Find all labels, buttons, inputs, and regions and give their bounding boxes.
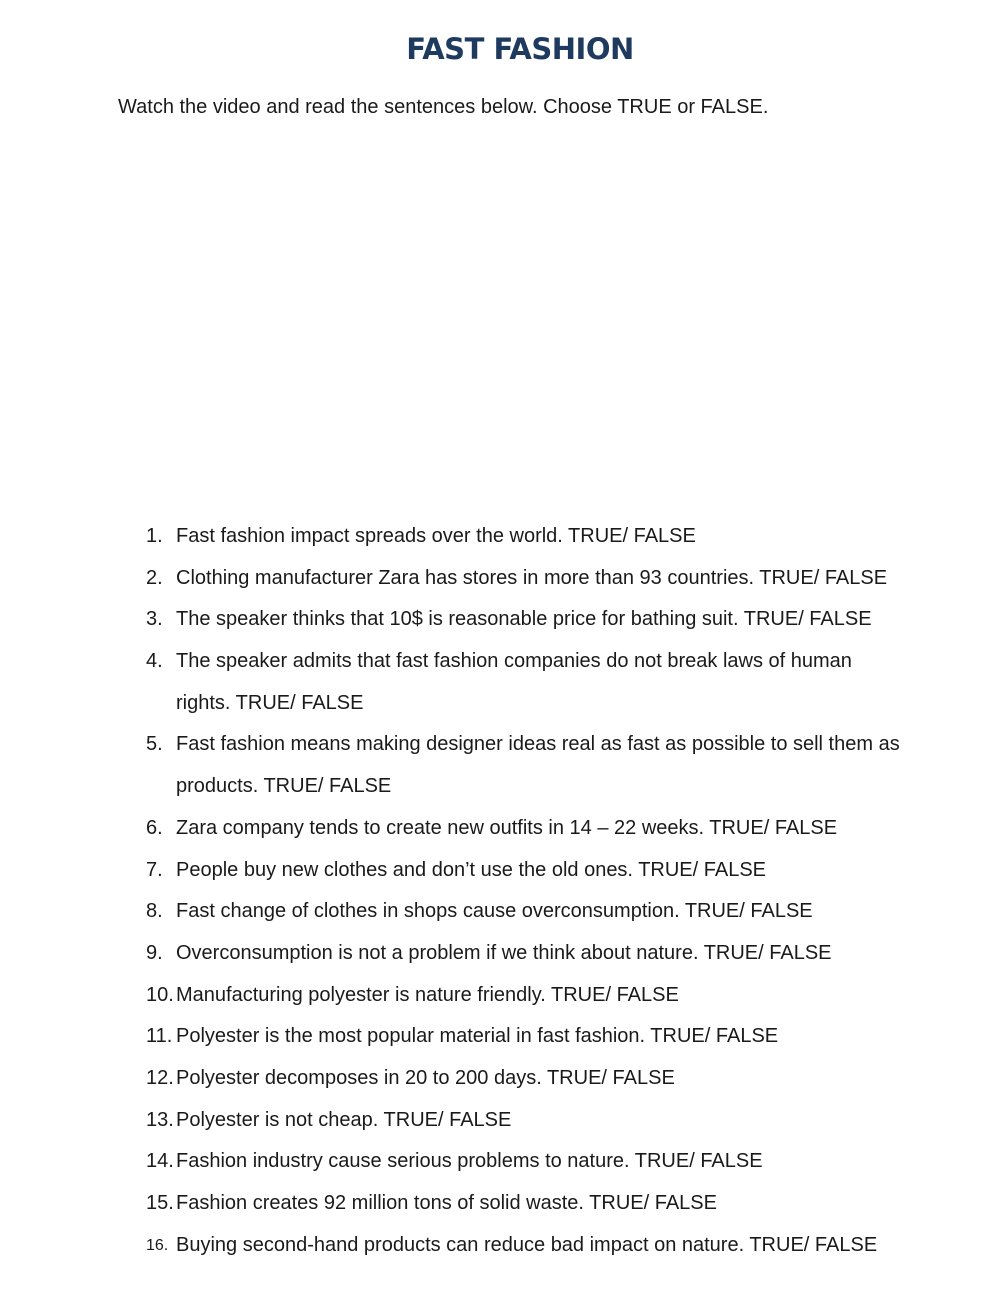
item-number: 6.: [146, 816, 163, 839]
list-item: [0, 599, 1000, 641]
item-text: Zara company tends to create new outfits in 14 – 22 weeks. TRUE/ FALSE: [176, 816, 838, 839]
item-number: 12.: [146, 1066, 174, 1089]
item-text-line-1: Fast fashion means making designer ideas real as fast as possible to sell them as: [176, 733, 900, 756]
item-text: Buying second-hand products can reduce bad impact on nature. TRUE/ FALSE: [176, 1233, 878, 1256]
item-number: 13.: [146, 1108, 174, 1131]
item-text: People buy new clothes and don’t use the old ones. TRUE/ FALSE: [176, 858, 766, 881]
list-item: [0, 724, 1000, 807]
list-item: [0, 850, 1000, 892]
list-item: [0, 933, 1000, 975]
item-text-line-1: The speaker admits that fast fashion companies do not break laws of human: [176, 650, 852, 673]
list-item: [0, 1100, 1000, 1142]
list-item: [0, 558, 1000, 600]
item-text: Polyester is the most popular material in fast fashion. TRUE/ FALSE: [176, 1025, 779, 1048]
item-text: The speaker thinks that 10$ is reasonable price for bathing suit. TRUE/ FALSE: [176, 608, 872, 631]
page-title: FAST FASHION: [406, 32, 634, 66]
item-text: Fashion creates 92 million tons of solid waste. TRUE/ FALSE: [176, 1192, 717, 1215]
item-number: 9.: [146, 941, 163, 964]
statement-list: [0, 516, 1000, 1266]
item-number: 1.: [146, 525, 163, 547]
item-number: 14.: [146, 1150, 174, 1173]
item-number: 5.: [146, 733, 163, 756]
item-number: 8.: [146, 900, 163, 923]
list-item: [0, 891, 1000, 933]
list-item: [0, 1016, 1000, 1058]
item-number: 11.: [146, 1025, 173, 1048]
item-number: 3.: [146, 608, 163, 631]
item-text-line-2: rights. TRUE/ FALSE: [176, 691, 364, 714]
item-text: Manufacturing polyester is nature friendly. TRUE/ FALSE: [176, 983, 679, 1006]
item-text: Fast fashion impact spreads over the world. TRUE/ FALSE: [176, 525, 696, 547]
item-text: Clothing manufacturer Zara has stores in more than 93 countries. TRUE/ FALSE: [176, 566, 888, 589]
list-item: [0, 975, 1000, 1017]
list-item: [0, 1141, 1000, 1183]
item-number: 7.: [146, 858, 163, 881]
list-item: [0, 516, 1000, 558]
item-text: Fashion industry cause serious problems to nature. TRUE/ FALSE: [176, 1150, 763, 1173]
list-item: [0, 1225, 1000, 1267]
item-number: 15.: [146, 1192, 174, 1215]
item-text: Overconsumption is not a problem if we think about nature. TRUE/ FALSE: [176, 941, 832, 964]
item-text: Polyester is not cheap. TRUE/ FALSE: [176, 1108, 512, 1131]
list-item: [0, 641, 1000, 724]
item-text: Fast change of clothes in shops cause overconsumption. TRUE/ FALSE: [176, 900, 813, 923]
item-number: 10.: [146, 983, 174, 1006]
item-number: 2.: [146, 566, 163, 589]
item-number: 16.: [146, 1236, 169, 1254]
item-number: 4.: [146, 650, 163, 673]
list-item: [0, 1183, 1000, 1225]
item-text: Polyester decomposes in 20 to 200 days. TRUE/ FALSE: [176, 1066, 675, 1089]
instructions: Watch the video and read the sentences below. Choose TRUE or FALSE.: [118, 96, 769, 118]
item-text-line-2: products. TRUE/ FALSE: [176, 775, 392, 798]
list-item: [0, 1058, 1000, 1100]
list-item: [0, 808, 1000, 850]
